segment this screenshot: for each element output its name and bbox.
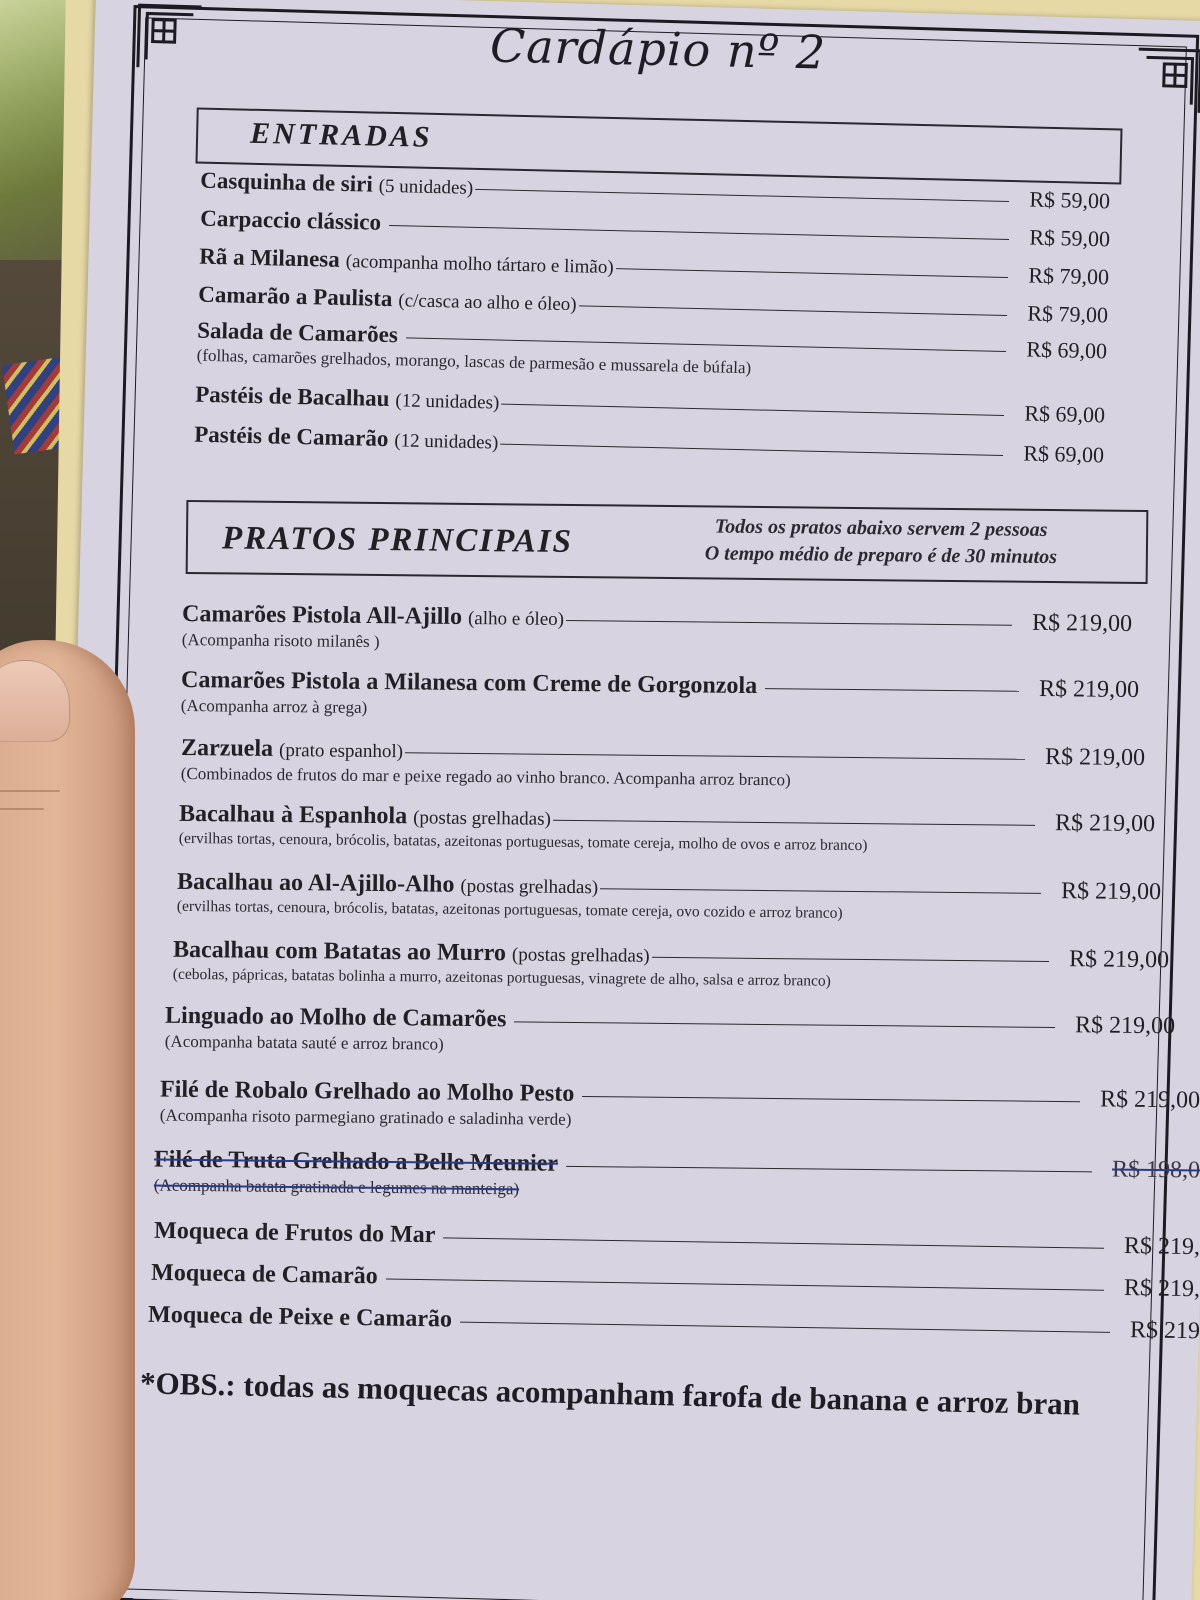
item-price: R$ 198,0	[1111, 1156, 1200, 1184]
prato-item	[165, 1003, 1175, 1052]
holding-thumb	[0, 640, 135, 1600]
thumbnail-nail	[0, 660, 70, 742]
dotted-leader	[406, 337, 1007, 352]
item-price: R$ 219,00	[1038, 675, 1140, 704]
item-price: R$ 219,00	[1060, 878, 1162, 906]
dotted-leader	[475, 189, 1009, 202]
item-detail: (alho e óleo)	[467, 608, 565, 631]
prato-item	[176, 868, 1162, 922]
item-price: R$ 219,00	[1074, 1012, 1176, 1040]
dotted-leader	[501, 404, 1004, 416]
item-price: R$ 219,	[1123, 1275, 1200, 1303]
item-detail: (prato espanhol)	[278, 739, 404, 763]
item-name: Zarzuela	[180, 734, 274, 762]
thumb-crease	[0, 808, 44, 810]
item-name: Camarões Pistola a Milanesa com Creme de Gorgonzola	[180, 666, 758, 700]
pratos-note-line-1: Todos os pratos abaixo servem 2 pessoas	[714, 515, 1048, 541]
item-detail: (12 unidades)	[395, 390, 500, 414]
item-name: Salada de Camarões	[196, 317, 399, 348]
item-price: R$ 59,00	[1029, 224, 1111, 252]
item-name: Rã a Milanesa	[198, 243, 341, 272]
item-description: (folhas, camarões grelhados, morango, lascas de parmesão e mussarela de búfala)	[196, 345, 752, 378]
dotted-leader	[443, 1237, 1104, 1248]
item-name: Bacalhau à Espanhola	[178, 800, 408, 830]
pratos-note	[646, 513, 1117, 572]
item-price: R$ 69,00	[1023, 440, 1105, 468]
item-name: Pastéis de Bacalhau	[194, 381, 390, 412]
item-description: (Acompanha batata gratinada e legumes na manteiga)	[153, 1175, 520, 1199]
item-description: (Acompanha risoto milanês )	[181, 630, 380, 652]
dotted-leader	[500, 444, 1003, 456]
item-price: R$ 219,00	[1099, 1086, 1200, 1114]
item-price: R$ 219,	[1123, 1233, 1200, 1261]
item-description: (Acompanha batata sauté e arroz branco)	[164, 1031, 444, 1054]
item-price: R$ 219	[1129, 1317, 1200, 1345]
entradas-heading: ENTRADAS	[249, 116, 433, 154]
dotted-leader	[579, 305, 1008, 316]
thumb-crease	[0, 790, 60, 792]
item-name: Filé de Truta Grelhado a Belle Meunier	[153, 1146, 559, 1177]
dotted-leader	[566, 1166, 1092, 1173]
item-description: (cebolas, pápricas, batatas bolinha a murro, azeitonas portuguesas, vinagrete de alho, salsa e arroz branco)	[172, 965, 831, 990]
dotted-leader	[566, 620, 1012, 626]
dotted-leader	[386, 1278, 1104, 1290]
dotted-leader	[514, 1021, 1055, 1028]
prato-item	[178, 800, 1156, 855]
dotted-leader	[460, 1322, 1110, 1333]
item-detail: (postas grelhadas)	[413, 807, 551, 830]
dotted-leader	[553, 820, 1035, 826]
dotted-leader	[600, 888, 1041, 894]
item-price: R$ 79,00	[1028, 262, 1110, 290]
prato-item	[172, 936, 1170, 990]
moqueca-note: *OBS.: todas as moquecas acompanham farofa de banana e arroz bran	[139, 1365, 1081, 1422]
item-name: Camarão a Paulista	[197, 281, 393, 312]
item-detail: (5 unidades)	[378, 175, 474, 199]
item-detail: (c/casca ao alho e óleo)	[398, 290, 577, 316]
dotted-leader	[582, 1096, 1080, 1102]
prato-item	[181, 667, 1139, 715]
menu-title: Cardápio nº 2	[489, 18, 827, 80]
item-detail: (postas grelhadas)	[460, 875, 599, 899]
item-price: R$ 69,00	[1026, 336, 1108, 364]
item-name: Bacalhau com Batatas ao Murro	[172, 936, 507, 967]
item-name: Moqueca de Frutos do Mar	[153, 1217, 436, 1249]
item-name: Pastéis de Camarão	[193, 421, 389, 452]
item-detail: (postas grelhadas)	[511, 944, 650, 967]
item-name: Bacalhau ao Al-Ajillo-Alho	[176, 868, 455, 898]
pratos-heading: PRATOS PRINCIPAIS	[221, 520, 574, 561]
item-price: R$ 59,00	[1029, 186, 1111, 214]
dotted-leader	[405, 752, 1025, 759]
dotted-leader	[765, 688, 1019, 692]
item-name: Moqueca de Peixe e Camarão	[147, 1301, 453, 1333]
prato-item-crossed-out	[153, 1146, 1200, 1199]
item-description: (Acompanha risoto parmegiano gratinado e saladinha verde)	[159, 1105, 572, 1129]
prato-item	[180, 734, 1146, 790]
prato-item	[159, 1076, 1200, 1129]
item-price: R$ 69,00	[1024, 400, 1106, 428]
dotted-leader	[389, 225, 1009, 240]
dotted-leader	[616, 268, 1009, 278]
item-price: R$ 219,00	[1031, 609, 1133, 637]
item-detail: (acompanha molho tártaro e limão)	[345, 251, 614, 279]
item-name: Linguado ao Molho de Camarões	[164, 1002, 507, 1033]
item-name: Moqueca de Camarão	[150, 1259, 378, 1290]
item-name: Filé de Robalo Grelhado ao Molho Pesto	[159, 1076, 575, 1107]
item-name: Carpaccio clássico	[199, 205, 382, 235]
prato-item	[181, 601, 1133, 652]
item-description: (ervilhas tortas, cenoura, brócolis, batatas, azeitonas portuguesas, tomate cereja, ovo cozido e arroz branco)	[176, 897, 843, 922]
item-description: (Acompanha arroz à grega)	[180, 695, 368, 717]
item-detail: (12 unidades)	[394, 430, 499, 454]
item-description: (Combinados de frutos do mar e peixe regado ao vinho branco. Acompanha arroz branco)	[180, 763, 791, 790]
item-name: Camarões Pistola All-Ajillo	[181, 601, 463, 630]
dotted-leader	[652, 957, 1049, 962]
item-description: (ervilhas tortas, cenoura, brócolis, batatas, azeitonas portuguesas, tomate cereja, molho de ovos e arroz branco)	[178, 829, 868, 855]
pratos-note-line-2: O tempo médio de preparo é de 30 minutos	[704, 542, 1058, 569]
item-price: R$ 79,00	[1027, 300, 1109, 328]
item-price: R$ 219,00	[1044, 744, 1146, 772]
item-price: R$ 219,00	[1068, 946, 1170, 974]
pratos-heading-box	[186, 500, 1149, 584]
item-price: R$ 219,00	[1054, 810, 1156, 838]
item-name: Casquinha de siri	[199, 167, 374, 197]
